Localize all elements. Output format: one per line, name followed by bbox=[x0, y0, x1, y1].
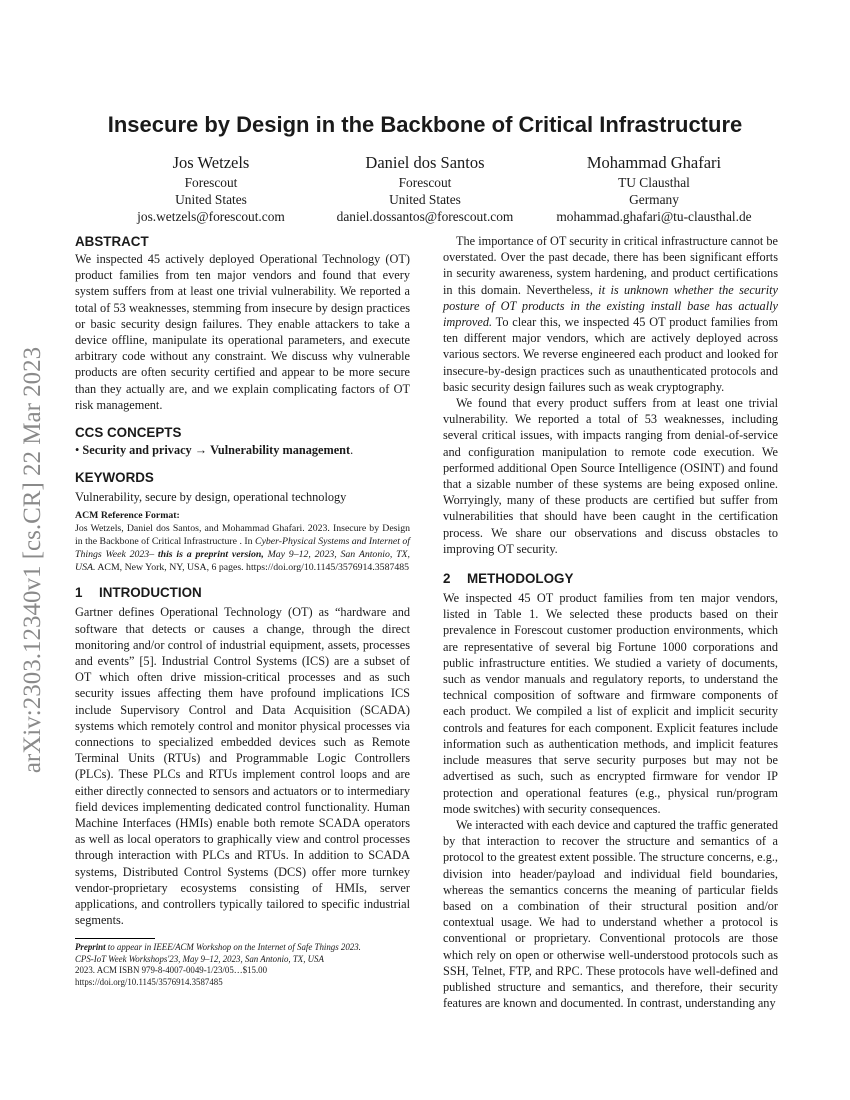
footnote bbox=[75, 938, 410, 988]
footnote-doi[interactable]: https://doi.org/10.1145/3576914.3587485 bbox=[75, 976, 223, 987]
paper-title: Insecure by Design in the Backbone of Critical Infrastructure bbox=[107, 112, 743, 137]
right-paragraph-1 bbox=[443, 233, 778, 395]
footnote-preprint-label: Preprint bbox=[75, 942, 106, 952]
acm-reference-heading: ACM Reference Format: bbox=[75, 510, 180, 522]
acm-reference bbox=[75, 509, 410, 574]
methodology-title: METHODOLOGY bbox=[467, 571, 574, 587]
introduction-number: 1 bbox=[75, 585, 83, 601]
p1-end: To clear this, we inspected 45 OT product families from ten different major vendors, which are actively deployed across various sectors. We reverse engineered each product and looked for insecure-by-design practices such as unauthenticated protocols and basic security design failures such as weak cryptography. bbox=[443, 315, 778, 394]
p1-emphasis: it is unknown whether the security posture of OT products in the existing install base has actually improved. bbox=[443, 282, 779, 330]
author-email[interactable]: daniel.dossantos@forescout.com bbox=[336, 209, 514, 224]
ccs-concept-line bbox=[75, 442, 410, 458]
acm-reference-preprint: this is a preprint version, bbox=[157, 549, 264, 561]
author-affiliation: Forescout bbox=[398, 175, 452, 190]
acm-reference-venue: Cyber-Physical Systems and Internet of Things Week 2023– bbox=[75, 536, 411, 561]
acm-reference-doi[interactable]: https://doi.org/10.1145/3576914.3587485 bbox=[246, 562, 410, 574]
author-country: Germany bbox=[629, 192, 679, 207]
author-name: Jos Wetzels bbox=[172, 153, 250, 172]
footnote-rule bbox=[75, 938, 155, 939]
arxiv-identifier-text: arXiv:2303.12340v1 [cs.CR] 22 Mar 2023 bbox=[19, 346, 46, 774]
author-email[interactable]: jos.wetzels@forescout.com bbox=[137, 209, 285, 224]
acm-reference-date: May 9–12, 2023, San Antonio, TX, USA. bbox=[75, 549, 410, 574]
right-paragraph-2: We found that every product suffers from at least one trivial vulnerability. We reported a total of 53 weaknesses, including several critical issues, with impacts ranging from denial-of-service and configuration manipulation to remote code execution. We performed additional Open Source Intelligence (OSINT) and found that a sizable number of these systems are being exposed online. Worryingly, many of these products are certified but suffer from vulnerabilities that should have been caught in the certification process. We share our observations and discuss obstacles to improving OT security. bbox=[443, 396, 778, 556]
keywords-text: Vulnerability, secure by design, operational technology bbox=[75, 490, 347, 505]
left-column bbox=[75, 233, 410, 929]
footnote-isbn: 2023. ACM ISBN 979-8-4007-0049-1/23/05…$15.00 bbox=[75, 965, 268, 976]
acm-reference-text bbox=[75, 522, 410, 574]
author-block-2 bbox=[310, 152, 540, 225]
methodology-number: 2 bbox=[443, 571, 451, 587]
ccs-period: . bbox=[350, 443, 354, 458]
author-block-3 bbox=[539, 152, 769, 225]
footnote-preprint bbox=[75, 942, 410, 954]
abstract-text: We inspected 45 actively deployed Operational Technology (OT) product families from ten major vendors and found that every system suffers from at least one trivial vulnerability. We reported a total of 53 weaknesses, stemming from insecure by design practices or basic security design failures. They enable attackers to take a device offline, manipulate its operational parameters, and execute arbitrary code without any constraint. We discuss why vulnerable products are often security certified and appear to be more secure than they actually are, and we explain complicating factors of OT risk management. bbox=[75, 252, 410, 412]
author-country: United States bbox=[175, 192, 247, 207]
acm-reference-publisher: ACM, New York, NY, USA, 6 pages. bbox=[97, 562, 244, 574]
author-email[interactable]: mohammad.ghafari@tu-clausthal.de bbox=[556, 209, 752, 224]
ccs-concept: Security and privacy bbox=[82, 443, 192, 458]
methodology-heading bbox=[443, 570, 778, 588]
acm-reference-authors: Jos Wetzels, Daniel dos Santos, and Mohammad Ghafari. 2023. Insecure by Design in the Backbone of Critical Infrastructure . In bbox=[75, 523, 410, 548]
keywords-heading: KEYWORDS bbox=[75, 470, 154, 486]
introduction-heading bbox=[75, 584, 410, 602]
author-name: Daniel dos Santos bbox=[365, 153, 485, 172]
author-affiliation: Forescout bbox=[184, 175, 238, 190]
ccs-heading: CCS CONCEPTS bbox=[75, 425, 182, 441]
author-block-1 bbox=[96, 152, 326, 225]
introduction-title: INTRODUCTION bbox=[99, 585, 202, 601]
footnote-conference-text: CPS-IoT Week Workshops'23, May 9–12, 2023, San Antonio, TX, USA bbox=[75, 953, 324, 964]
author-country: United States bbox=[389, 192, 461, 207]
arxiv-identifier bbox=[8, 265, 58, 855]
author-affiliation: TU Clausthal bbox=[618, 175, 690, 190]
abstract-heading: ABSTRACT bbox=[75, 234, 149, 249]
methodology-paragraph-1: We inspected 45 OT product families from ten major vendors, listed in Table 1. We selected these products based on their prevalence in Forescout customer production environments, which are representative of several big Fortune 1000 corporations and public infrastructure entities. We studied a variety of documents, such as vendor manuals and regulatory reports, to understand the technical composition of software and firmware components of each product. We compiled a list of explicit and implicit security controls and features for each component. Explicit features include information such as authentication methods, and implicit features include measures that serve security purposes but may not be advertised as such, such as encrypted firmware for vendor IP protection and operational features (e.g., physical run/program mode switches) with security consequences. bbox=[443, 591, 778, 816]
ccs-bullet: • bbox=[75, 443, 80, 458]
ccs-arrow: → bbox=[194, 443, 208, 458]
author-name: Mohammad Ghafari bbox=[586, 153, 722, 172]
introduction-paragraph: Gartner defines Operational Technology (OT) as “hardware and software that detects or causes a change, through the direct monitoring and/or control of industrial equipment, assets, processes and events” [5]. Industrial Control Systems (ICS) are a subset of OT which often drive mission-critical processes and as such security issues affecting them have profound implications ICS include Supervisory Control and Data Acquisition (SCADA) systems which remotely control and monitor physical processes via connections to specialized embedded devices such as Remote Terminal Units (RTUs) and Programmable Logic Controllers (PLCs). These PLCs and RTUs implement control loops and are either directly connected to sensors and actuators or to intermediary field devices implementing dedicated control functionality. Human Machine Interfaces (HMIs) enable both remote SCADA operators as well as local operators to graphically view and control processes through interaction with PLCs and RTUs. In addition to SCADA systems, Distributed Control Systems (DCS) offer more turnkey vendor-proprietary ecosystems consisting of HMIs, server applications, and controllers typically tailored to specific industrial segments. bbox=[75, 605, 410, 928]
ccs-subconcept: Vulnerability management bbox=[210, 443, 351, 458]
right-column bbox=[443, 233, 778, 1011]
methodology-paragraph-2: We interacted with each device and captured the traffic generated by that interaction to recover the structure and semantics of a protocol to the greatest extent possible. The structure concerns, e.g., division into header/payload and individual field boundaries, whereas the semantics concerns the meaning of particular fields based on a combination of their structural position and/or contextual usage. We had to understand whether a protocol is conventional or proprietary. Conventional protocols are those which rely on open or otherwise well-understood protocols such as SSH, Telnet, FTP, and RPC. These protocols have well-defined and published structure and semantics, and therefore, their security features are known and documented. In contrast, understanding any bbox=[443, 817, 778, 1011]
footnote-preprint-text: to appear in IEEE/ACM Workshop on the Internet of Safe Things 2023. bbox=[107, 942, 361, 952]
footnote-conference bbox=[75, 954, 410, 966]
p1-start: The importance of OT security in critical infrastructure cannot be overstated. Over the past decade, there has been significant efforts in security awareness, system hardening, and product certifications in this domain. Nevertheless, bbox=[443, 234, 778, 297]
